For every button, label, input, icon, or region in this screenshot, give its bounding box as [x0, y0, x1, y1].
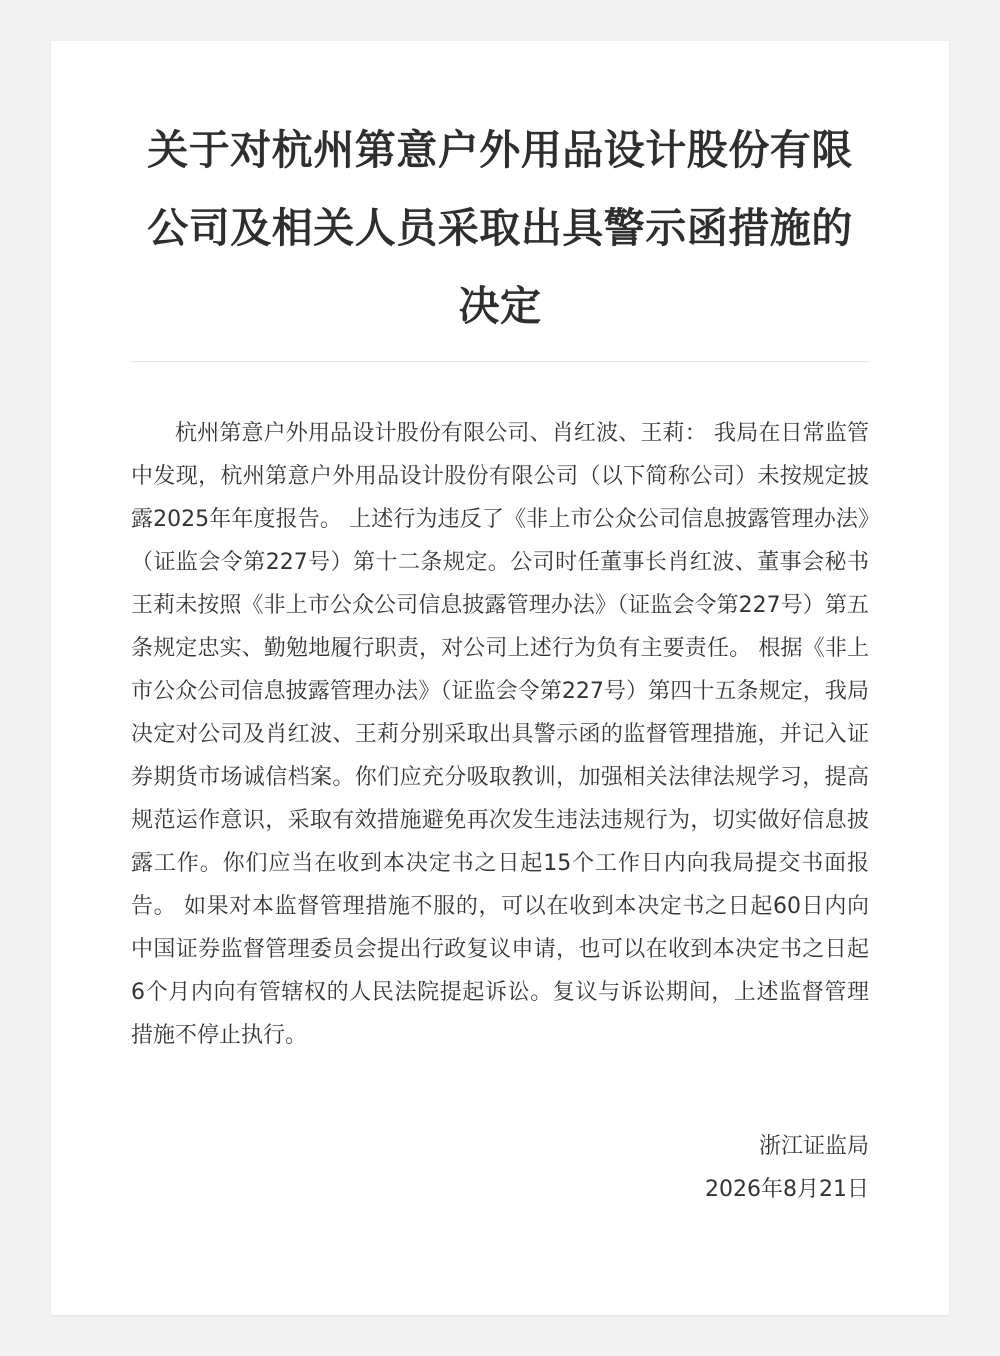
issue-date: 2026年8月21日 [705, 1177, 869, 1202]
document-card [51, 41, 949, 1315]
signature-block [131, 1125, 869, 1211]
document-title: 关于对杭州第意户外用品设计股份有限公司及相关人员采取出具警示函措施的决定 [147, 126, 853, 330]
document-content [131, 41, 869, 1211]
title-divider [131, 361, 869, 362]
document-body: 杭州第意户外用品设计股份有限公司、肖红波、王莉： 我局在日常监管中发现，杭州第意户外用品设计股份有限公司（以下简称公司）未按规定披露2025年年度报告。 上述行为违反了《非上市公众公司信息披露管理办法》（证监会令第227号）第十二条规定。公司时任董事长肖红波、董事会秘书王莉未按照《非上市公众公司信息披露管理办法》（证监会令第227号）第五条规定忠实、勤勉地履行职责，对公司上述行为负有主要责任。 根据《非上市公众公司信息披露管理办法》（证监会令第227号）第四十五条规定，我局决定对公司及肖红波、王莉分别采取出具警示函的监督管理措施，并记入证券期货市场诚信档案。你们应充分吸取教训，加强相关法律法规学习，提高规范运作意识，采取有效措施避免再次发生违法违规行为，切实做好信息披露工作。你们应当在收到本决定书之日起15个工作日内向我局提交书面报告。 如果对本监督管理措施不服的，可以在收到本决定书之日起60日内向中国证券监督管理委员会提出行政复议申请，也可以在收到本决定书之日起6个月内向有管辖权的人民法院提起诉讼。复议与诉讼期间，上述监督管理措施不停止执行。 [131, 421, 869, 1048]
issuer-name: 浙江证监局 [758, 1134, 869, 1159]
